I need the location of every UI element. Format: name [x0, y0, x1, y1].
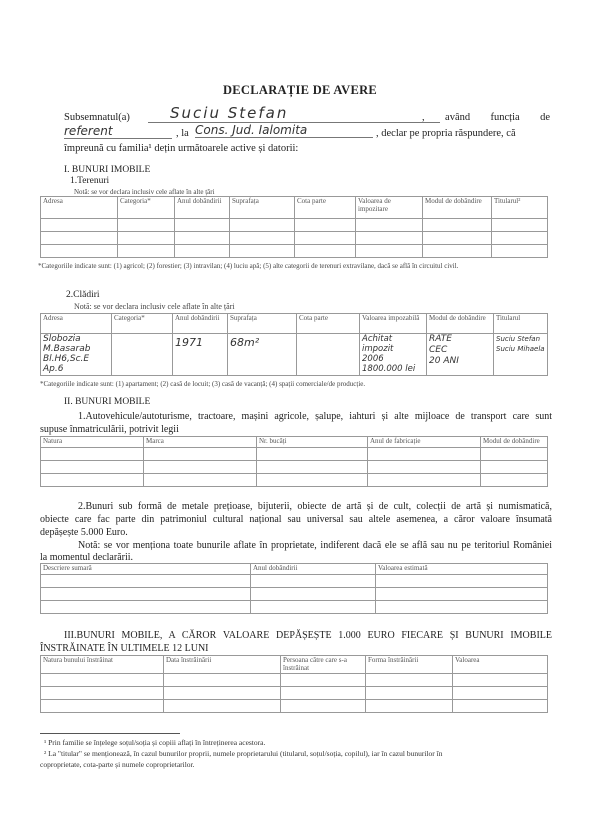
th2-titularul: Titularul — [494, 314, 548, 334]
cladire-modul — [427, 334, 494, 376]
section3-heading-line1: III.BUNURI MOBILE, A CĂROR VALOARE DEPĂȘEȘTE 1.000 EURO FIECARE ȘI BUNURI IMOBILE — [64, 630, 552, 641]
th-valoarea: Valoarea de impozitare — [356, 197, 423, 219]
titular-line: Suciu Mihaela — [496, 345, 545, 353]
autovehicule-line2: supuse înmatriculării, potrivit legii — [40, 424, 179, 435]
cladiri-table — [40, 313, 548, 376]
th-cota: Cota parte — [295, 197, 356, 219]
modul-line: 20 ANI — [429, 356, 459, 366]
th5-forma: Forma înstrăinării — [366, 656, 453, 674]
valoarea-line: impozit — [362, 344, 394, 354]
th-titularul: Titularul² — [492, 197, 548, 219]
th-categoria: Categoria* — [118, 197, 175, 219]
bunuri-table — [40, 563, 548, 614]
footnote-divider — [40, 733, 180, 734]
subsemnatul-label: Subsemnatul(a) — [64, 112, 130, 123]
th2-anul: Anul dobândirii — [173, 314, 228, 334]
th5-valoarea: Valoarea — [453, 656, 548, 674]
terenuri-footnote: *Categoriile indicate sunt: (1) agricol; (2) forestier; (3) intravilan; (4) luciu apă; (5) alte categorii de terenuri extravilane, dacă se află în circuitul civil. — [38, 262, 459, 270]
cladire-suprafata: 68m² — [228, 334, 297, 376]
cladire-valoarea — [360, 334, 427, 376]
th4-descriere: Descriere sumară — [41, 564, 251, 575]
cladiri-heading: 2.Clădiri — [66, 290, 100, 300]
th5-data: Data înstrăinării — [164, 656, 281, 674]
modul-line: RATE — [429, 334, 452, 344]
titular-line: Suciu Stefan — [496, 335, 541, 343]
th2-cota: Cota parte — [297, 314, 360, 334]
th2-adresa: Adresa — [41, 314, 112, 334]
th2-suprafata: Suprafața — [228, 314, 297, 334]
intro-line2: împreună cu familia¹ dețin următoarele active și datorii: — [64, 143, 299, 154]
autovehicule-table — [40, 436, 548, 487]
cladiri-footnote: *Categoriile indicate sunt: (1) apartament; (2) casă de locuit; (3) casă de vacanță; (4) spații comerciale/de producție. — [40, 380, 366, 388]
adresa-line: M.Basarab — [43, 344, 91, 354]
bunuri-line1: 2.Bunuri sub formă de metale prețioase, bijuterii, obiecte de artă și de cult, colecții de artă și numismatică, — [78, 501, 552, 512]
cladire-categoria — [112, 334, 173, 376]
modul-line: CEC — [429, 345, 448, 355]
autovehicule-line1: 1.Autovehicule/autoturisme, tractoare, mașini agricole, șalupe, iahturi și alte mijloace de transport care sunt — [78, 411, 552, 422]
th4-valoarea: Valoarea estimată — [376, 564, 548, 575]
declar-label: , declar pe propria răspundere, că — [376, 128, 516, 139]
th3-modul: Modul de dobândire — [481, 437, 548, 448]
terenuri-note: Notă: se vor declara inclusiv cele aflate în alte țări — [74, 188, 215, 196]
functia-value: referent — [64, 124, 172, 139]
th4-anul: Anul dobândirii — [251, 564, 376, 575]
th5-persoana: Persoana către care s-a înstrăinat — [281, 656, 366, 674]
th2-modul: Modul de dobândire — [427, 314, 494, 334]
terenuri-heading: 1.Terenuri — [70, 176, 110, 186]
th5-natura: Natura bunului înstrăinat — [41, 656, 164, 674]
name-value: Suciu Stefan — [148, 104, 440, 123]
bunuri-nota-line2: la momentul declarării. — [40, 552, 134, 563]
cladire-titularul — [494, 334, 548, 376]
valoarea-line: Achitat — [362, 334, 393, 344]
section3-heading-line2: ÎNSTRĂINATE ÎN ULTIMELE 12 LUNI — [40, 643, 209, 654]
instrainate-table — [40, 655, 548, 713]
bunuri-line2: obiecte care fac parte din patrimoniul cultural național sau universal sau altele asemenea, a căror valoare însumată — [40, 514, 552, 525]
la-label: , la — [176, 128, 189, 139]
adresa-line: Slobozia — [43, 334, 81, 344]
cladire-cota — [297, 334, 360, 376]
footnote-1: ¹ Prin familie se înțelege soțul/soția și copiii aflați în întreținerea acestora. — [44, 738, 266, 747]
section2-heading: II. BUNURI MOBILE — [64, 397, 151, 407]
cladiri-note: Notă: se vor declara inclusiv cele aflate în alte țări — [74, 302, 235, 311]
section1-heading: I. BUNURI IMOBILE — [64, 165, 151, 175]
bunuri-nota-line1: Notă: se vor menționa toate bunurile aflate în proprietate, indiferent dacă ele se află sau nu pe teritoriul României — [78, 540, 552, 551]
cladire-adresa — [41, 334, 112, 376]
th3-nr: Nr. bucăți — [257, 437, 368, 448]
th2-categoria: Categoria* — [112, 314, 173, 334]
th3-marca: Marca — [144, 437, 257, 448]
th-anul: Anul dobândirii — [175, 197, 230, 219]
th3-natura: Natura — [41, 437, 144, 448]
th-modul: Modul de dobândire — [423, 197, 492, 219]
footnote-2-line1: ² La "titular" se menționează, în cazul bunurilor proprii, numele proprietarului (titularul, soțul/soția, copilul), iar în cazul bunurilor în — [44, 749, 443, 758]
th-adresa: Adresa — [41, 197, 118, 219]
avand-label: , având funcția de — [422, 112, 550, 123]
adresa-line: Bl.H6,Sc.E — [43, 354, 90, 364]
valoarea-line: 2006 — [362, 354, 384, 364]
bunuri-line3: depășește 5.000 Euro. — [40, 527, 128, 538]
page-title: DECLARAȚIE DE AVERE — [222, 83, 378, 97]
terenuri-table — [40, 196, 548, 258]
valoarea-line: 1800.000 lei — [362, 364, 416, 374]
cladire-anul: 1971 — [173, 334, 228, 376]
adresa-line: Ap.6 — [43, 364, 64, 374]
footnote-2-line2: coproprietate, cota-parte și numele coproprietarilor. — [40, 760, 195, 769]
th3-anul: Anul de fabricație — [368, 437, 481, 448]
institutia-value: Cons. Jud. Ialomita — [195, 123, 373, 138]
th2-valoarea: Valoarea impozabilă — [360, 314, 427, 334]
th-suprafata: Suprafața — [230, 197, 295, 219]
